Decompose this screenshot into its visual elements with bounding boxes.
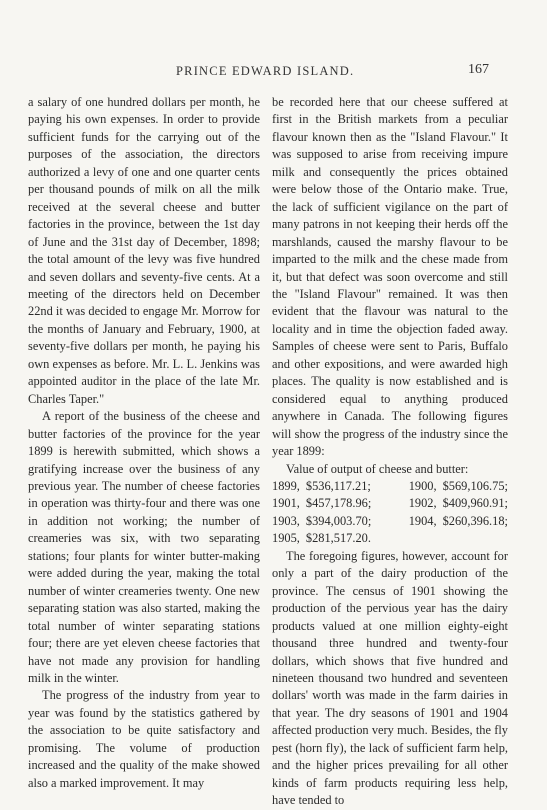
year-cell: 1903,	[272, 513, 300, 528]
year-cell: 1902,	[408, 496, 437, 511]
paragraph: The foregoing figures, however, account for only a part of the dairy production of the province. The census of 1901 showing the production of the pervious year has the dairy products valued at one million eighty-eight thousand three hundred and twenty-four dollars, which shows that five hundred and nineteen thousand two hundred and seventeen dollars' worth was made in the farm dairies in that year. The dry seasons of 1901 and 1904 affected production very much. Besides, the fly pest (horn fly), the lack of sufficient farm help, and the higher prices prevailing for all other kinds of farm products requiring less help, have tended to	[272, 548, 508, 808]
value-cell: $281,517.20.	[305, 531, 371, 546]
year-cell: 1901,	[272, 496, 300, 511]
right-column	[272, 94, 508, 810]
year-cell: 1904,	[408, 513, 437, 528]
year-cell: 1900,	[408, 478, 437, 493]
table-row	[272, 478, 508, 495]
year-cell: 1905,	[272, 531, 300, 546]
left-column	[28, 94, 260, 792]
table-caption: Value of output of cheese and butter:	[286, 461, 469, 476]
value-cell: $536,117.21;	[305, 478, 371, 493]
paragraph: be recorded here that our cheese suffered at first in the British markets from a peculiar flavour known then as the "Island Flavour." It was supposed to arise from receiving impure milk and consequently the prices obtained were below those of the Ontario make. True, the lack of sufficient vigilance on the part of many patrons in not keeping their herds off the marshlands, caused the marshy flavour to be imparted to the milk and the chese made from it, but that defect was soon overcome and still the "Island Flavour" remained. It was then evident that the flavour was natural to the locality and in time the objection faded away. Samples of cheese were sent to Paris, Buffalo and other expositions, and were awarded high places. The quality is now established and is considered equal to anything produced anywhere in Canada. The following figures will show the progress of the industry since the year 1899:	[272, 95, 508, 459]
table-row	[272, 495, 508, 512]
year-cell: 1899,	[272, 478, 300, 493]
running-head: PRINCE EDWARD ISLAND.	[176, 64, 355, 78]
output-table	[272, 461, 508, 548]
table-row	[272, 513, 508, 530]
value-cell: $394,003.70;	[305, 513, 372, 528]
paragraph: The progress of the industry from year to year was found by the statistics gathered by the association to be quite satisfactory and promising. The volume of production increased and the quality of the make showed also a marked improvement. It may	[28, 688, 260, 790]
paragraph: A report of the business of the cheese and butter factories of the province for the year 1899 is herewith submitted, which shows a gratifying increase over the business of any previous year. The number of cheese factories in operation was thirty-four and there was one in addition not working; the number of creameries was six, with two separating stations; four plants for winter butter-making were added during the year, making the total number of winter creameries twenty. One new separating station was also started, making the total number of winter separating stations four; there are yet eleven cheese factories that have not made any provision for handling milk in the winter.	[28, 409, 260, 685]
page-number: 167	[468, 62, 489, 77]
table-row	[272, 530, 508, 547]
value-cell: $260,396.18;	[442, 513, 508, 528]
value-cell: $457,178.96;	[305, 496, 372, 511]
value-cell: $569,106.75;	[442, 478, 508, 493]
value-cell: $409,960.91;	[442, 496, 508, 511]
paragraph: a salary of one hundred dollars per month, he paying his own expenses. In order to provide sufficient funds for the carrying out of the purposes of the association, the directors authorized a levy of one and one quarter cents per thousand pounds of milk on all the milk received at the several cheese and butter factories in the province, between the 1st day of June and the 31st day of December, 1898; the total amount of the levy was five hundred and seven dollars and seventy-five cents. At a meeting of the directors held on December 22nd it was decided to engage Mr. Morrow for the months of January and February, 1900, at seventy-five dollars per month, he paying his own expenses as before. Mr. L. L. Jenkins was appointed auditor in the place of the late Mr. Charles Taper."	[28, 95, 260, 406]
